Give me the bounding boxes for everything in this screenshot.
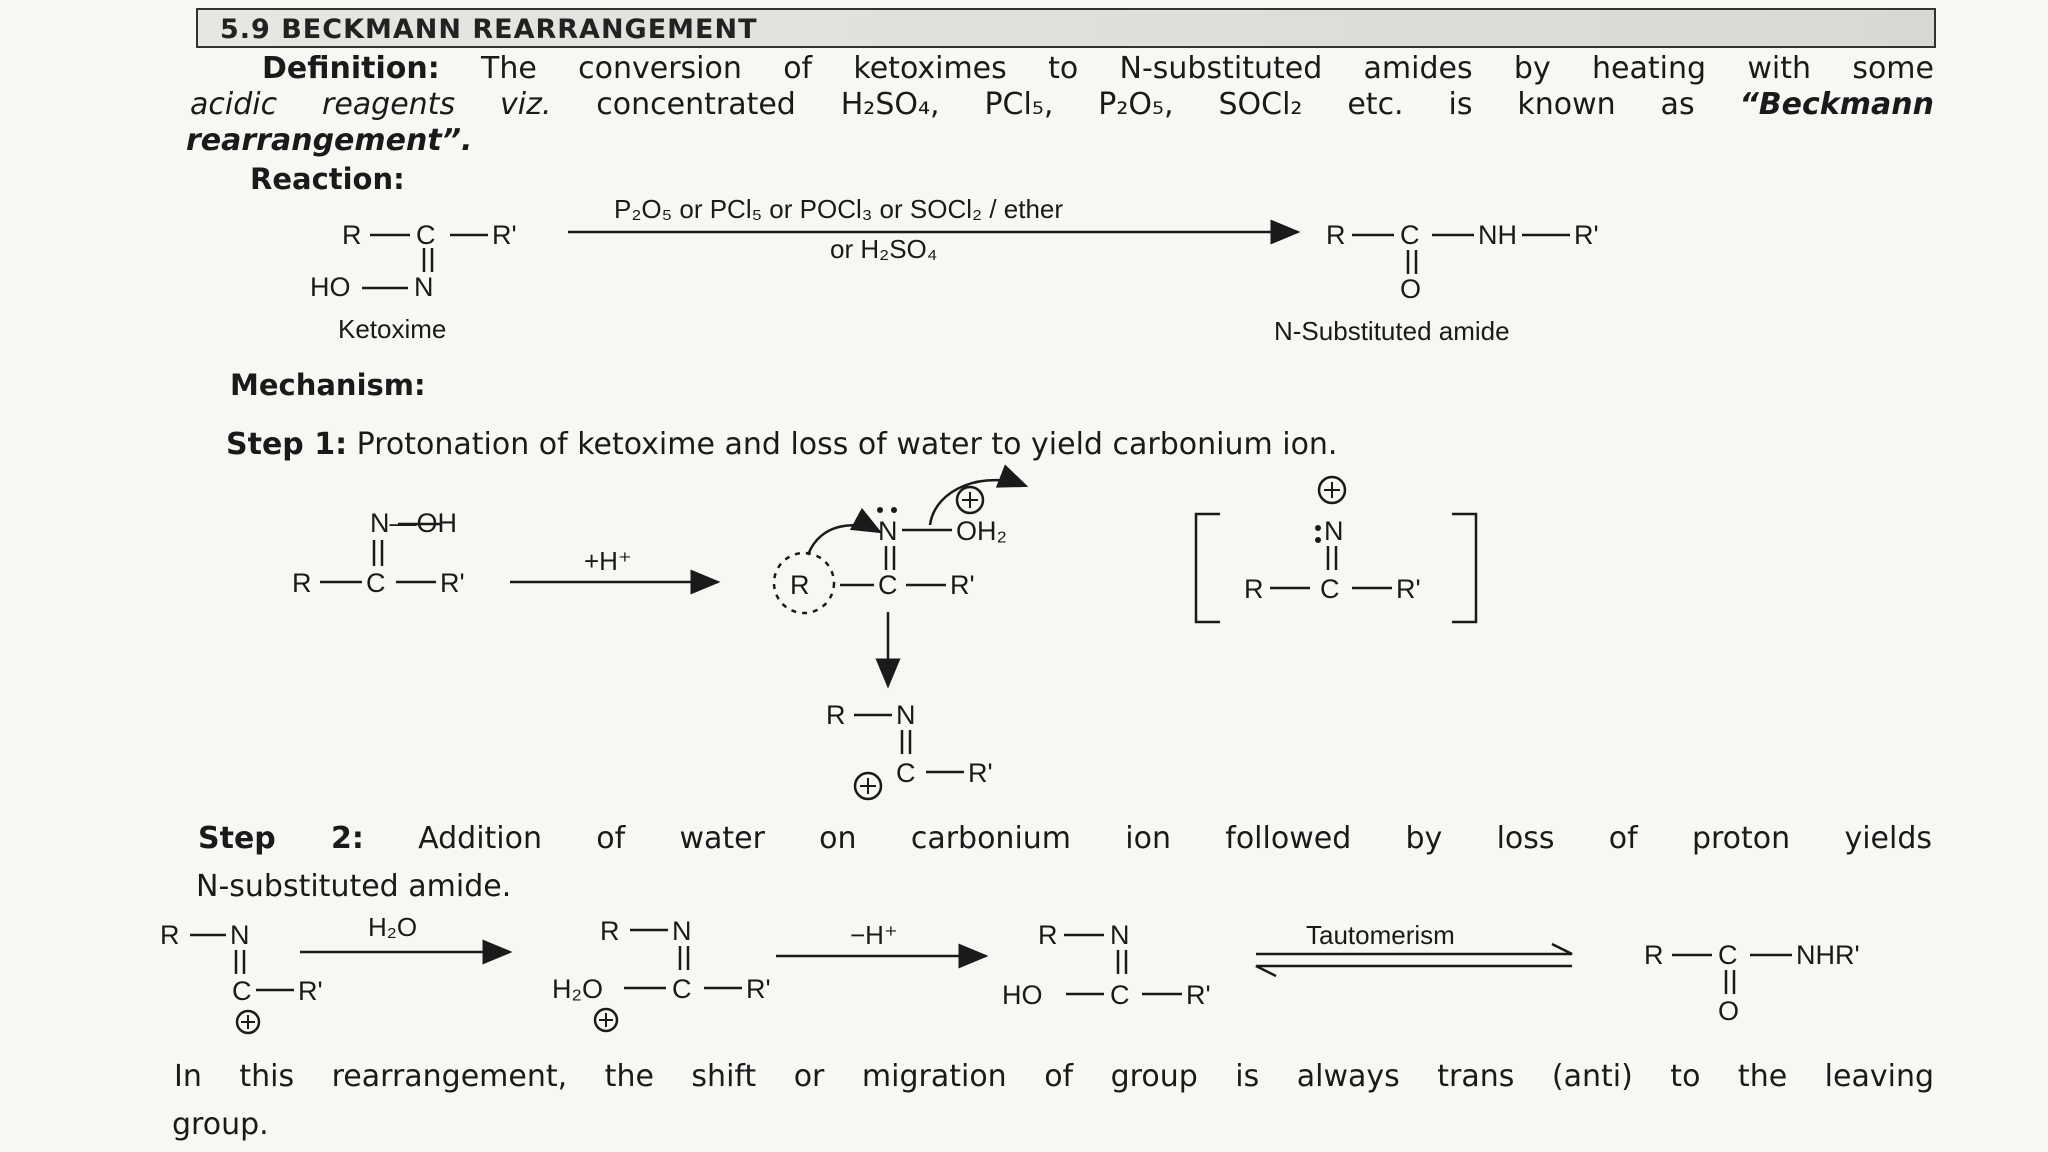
atom-n: N	[230, 920, 250, 950]
atom-c: C	[416, 220, 436, 250]
atom-n: N	[896, 700, 916, 730]
atom-r: R	[292, 568, 312, 598]
mechanism-heading: Mechanism:	[230, 368, 426, 402]
bracket-left	[1196, 514, 1220, 622]
atom-r-prime: R'	[1574, 220, 1599, 250]
atom-c: C	[366, 568, 386, 598]
definition-text-2b: concentrated H₂SO₄, PCl₅, P₂O₅, SOCl₂ etc. is known as	[596, 87, 1695, 122]
atom-r-prime: R'	[968, 758, 993, 788]
atom-n: N	[1324, 516, 1344, 546]
tautomerism-label: Tautomerism	[1306, 920, 1455, 950]
atom-ho: HO	[310, 272, 351, 302]
atom-r: R	[1038, 920, 1058, 950]
reagent-water: H₂O	[368, 912, 418, 942]
step2-text-2: N-substituted amide.	[196, 869, 512, 904]
definition-term-1: “Beckmann	[1739, 87, 1934, 122]
atom-r: R	[790, 570, 810, 600]
atom-c: C	[1718, 940, 1738, 970]
bracket-right	[1452, 514, 1476, 622]
reagent-deprotonation: −H⁺	[850, 920, 898, 950]
definition-term-2: rearrangement”.	[186, 123, 473, 158]
atom-c: C	[1400, 220, 1420, 250]
reagent-proton: +H⁺	[584, 546, 632, 576]
atom-r-prime: R'	[1186, 980, 1211, 1010]
atom-r-prime: R'	[492, 220, 517, 250]
atom-nhr-prime: NHR'	[1796, 940, 1860, 970]
atom-o: O	[1400, 274, 1422, 304]
atom-c: C	[1110, 980, 1130, 1010]
step1-text: Protonation of ketoxime and loss of water to yield carbonium ion.	[356, 427, 1338, 462]
reaction-heading: Reaction:	[250, 162, 405, 196]
atom-n: N	[878, 516, 898, 546]
reactant-label: Ketoxime	[338, 314, 447, 344]
atom-r: R	[600, 916, 620, 946]
atom-c: C	[232, 976, 252, 1006]
atom-c: C	[1320, 574, 1340, 604]
atom-r-prime: R'	[298, 976, 323, 1006]
definition-viz: viz.	[499, 87, 552, 122]
step2-label: Step 2:	[198, 821, 364, 856]
atom-r-prime: R'	[1396, 574, 1421, 604]
atom-r-prime: R'	[950, 570, 975, 600]
atom-n-oh: N—OH	[370, 508, 457, 538]
definition-text-1: The conversion of ketoximes to N-substituted amides by heating with some	[481, 51, 1934, 86]
atom-nh: NH	[1478, 220, 1517, 250]
atom-r: R	[1326, 220, 1346, 250]
atom-r: R	[826, 700, 846, 730]
step2-text-1: Addition of water on carbonium ion followed by loss of proton yields	[418, 821, 1932, 856]
reagents-bottom: or H₂SO₄	[830, 234, 938, 264]
atom-c: C	[878, 570, 898, 600]
equilibrium-reverse-arrow	[1256, 966, 1572, 976]
definition-label: Definition:	[262, 51, 440, 86]
atom-c: C	[672, 974, 692, 1004]
atom-r: R	[1244, 574, 1264, 604]
reagents-top: P₂O₅ or PCl₅ or POCl₃ or SOCl₂ / ether	[614, 194, 1064, 224]
atom-n: N	[414, 272, 434, 302]
atom-r: R	[342, 220, 362, 250]
atom-r-prime: R'	[440, 568, 465, 598]
atom-n: N	[672, 916, 692, 946]
atom-r: R	[160, 920, 180, 950]
atom-c: C	[896, 758, 916, 788]
product-label: N-Substituted amide	[1274, 316, 1510, 346]
atom-oh2: OH₂	[956, 516, 1007, 546]
atom-r-prime: R'	[746, 974, 771, 1004]
definition-text-2a: acidic reagents	[190, 87, 456, 122]
section-title: 5.9 BECKMANN REARRANGEMENT	[220, 14, 758, 45]
atom-h2o: H₂O	[552, 974, 603, 1004]
step1-label: Step 1:	[226, 427, 348, 462]
curved-arrow-migration	[808, 525, 880, 555]
note-text-1: In this rearrangement, the shift or migration of group is always trans (anti) to the leaving	[174, 1059, 1934, 1094]
atom-ho: HO	[1002, 980, 1043, 1010]
atom-n: N	[1110, 920, 1130, 950]
atom-r: R	[1644, 940, 1664, 970]
atom-o: O	[1718, 996, 1740, 1026]
note-text-2: group.	[172, 1107, 269, 1142]
